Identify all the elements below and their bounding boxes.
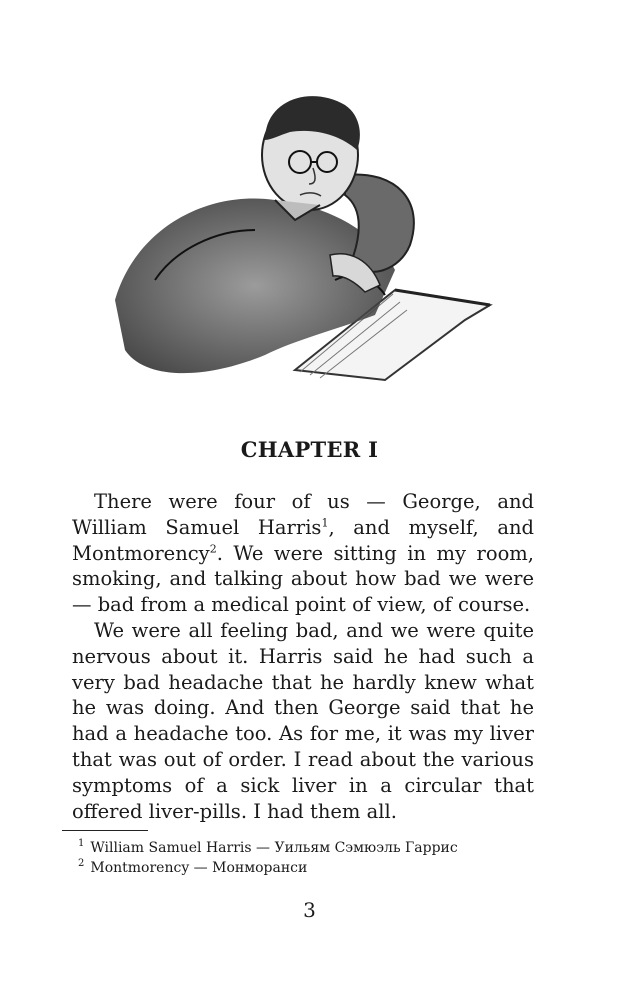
footnote-1 [78, 838, 538, 858]
paragraph-1-text-c: . We were sitting in my room, smoking, and talking about how bad we were — bad from a medical point of view, of course. [72, 541, 534, 617]
man-reading-book-illustration [95, 80, 515, 400]
footnotes [78, 838, 538, 878]
footnote-2-number: 2 [78, 858, 85, 870]
footnote-divider [62, 830, 148, 831]
paragraph-1 [72, 489, 534, 618]
chapter-title: CHAPTER I [240, 437, 379, 462]
footnote-2 [78, 858, 538, 878]
page-number: 3 [303, 898, 316, 922]
paragraph-1-text-a: There were four of us — George, and William Samuel Harris [72, 490, 534, 539]
footnote-1-number: 1 [78, 838, 85, 850]
footnote-ref-2: 2 [209, 542, 217, 556]
footnote-1-text: William Samuel Harris — Уильям Сэмюэль Гаррис [90, 840, 458, 856]
footnote-2-text: Montmorency — Монморанси [90, 860, 308, 876]
paragraph-2: We were all feeling bad, and we were quite nervous about it. Harris said he had such a very bad headache that he hardly knew what he was doing. And then George said that he had a headache too. As for me, it was my liver that was out of order. I read about the various symptoms of a sick liver in a circular that offered liver-pills. I had them all. [72, 618, 534, 823]
paragraph-1-text-b: , and myself, and Montmorency [72, 515, 534, 565]
body-text [72, 489, 534, 824]
footnote-ref-1: 1 [321, 516, 329, 530]
